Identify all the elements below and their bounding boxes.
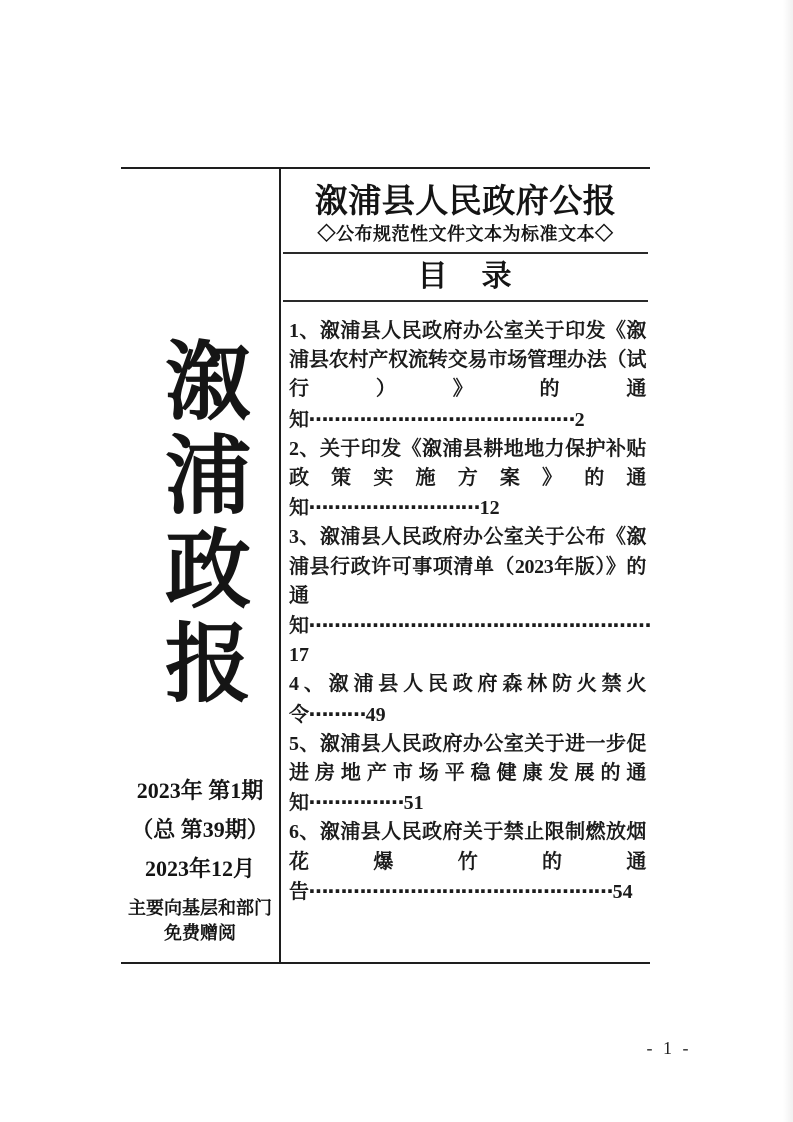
toc-entry <box>289 435 646 524</box>
issue-period: 2023年 第1期 <box>136 778 264 803</box>
masthead <box>121 336 279 728</box>
toc-entry <box>289 670 646 729</box>
toc-entry-label: 1、溆浦县人民政府办公室关于印发《溆浦县农村产权流转交易市场管理办法（试行）》的通知 <box>289 320 646 431</box>
toc-page-number: 12 <box>479 497 500 520</box>
toc-separator-rule <box>283 300 648 302</box>
toc-entry-label: 6、溆浦县人民政府关于禁止限制燃放烟花爆竹的通告 <box>289 821 646 903</box>
toc-entry-label: 3、溆浦县人民政府办公室关于公布《溆浦县行政许可事项清单（2023年版）》的通知 <box>289 526 646 638</box>
toc-page-number: 17 <box>289 644 309 667</box>
distribution-note-line1: 主要向基层和部门 <box>128 898 272 918</box>
toc-entry <box>289 730 646 819</box>
toc-heading: 目 录 <box>417 260 514 293</box>
gazette-subtitle: ◇公布规范性文件文本为标准文本◇ <box>317 224 614 244</box>
masthead-vertical-title: 溆浦政报 <box>152 336 248 712</box>
toc-entry-label: 4、溆浦县人民政府森林防火禁火令 <box>289 673 646 726</box>
toc-page-number: 54 <box>612 880 633 903</box>
toc-page-number: 51 <box>403 792 424 815</box>
toc-leader-dots: ⋯⋯⋯⋯⋯⋯⋯⋯⋯⋯⋯⋯⋯⋯⋯⋯⋯⋯ <box>308 613 651 638</box>
distribution-note-line2: 免费赠阅 <box>164 923 236 943</box>
toc-leader-dots: ⋯⋯⋯⋯⋯⋯⋯⋯⋯ <box>308 495 480 520</box>
toc-leader-dots: ⋯⋯⋯⋯⋯⋯⋯⋯⋯⋯⋯⋯⋯⋯⋯⋯ <box>308 878 613 903</box>
toc-entry <box>289 818 646 907</box>
toc-page-number: 2 <box>574 408 585 431</box>
toc-leader-dots: ⋯⋯⋯ <box>308 701 366 726</box>
toc-entry-label: 2、关于印发《溆浦县耕地地力保护补贴政策实施方案》的通知 <box>289 437 646 520</box>
issue-date: 2023年12月 <box>144 856 255 881</box>
toc-leader-dots: ⋯⋯⋯⋯⋯⋯⋯⋯⋯⋯⋯⋯⋯⋯ <box>308 406 575 431</box>
scan-edge-shadow <box>783 0 793 1122</box>
toc-page-number: 49 <box>365 703 386 726</box>
bottom-rule <box>121 962 650 964</box>
gazette-title: 溆浦县人民政府公报 <box>314 182 617 219</box>
issue-total-number: （总 第39期） <box>131 817 269 842</box>
toc-list <box>289 317 651 907</box>
toc-entry <box>289 523 651 670</box>
toc-leader-dots: ⋯⋯⋯⋯⋯ <box>308 790 404 815</box>
issue-info-block <box>121 779 279 946</box>
gazette-header <box>281 169 650 302</box>
toc-entry <box>289 317 646 435</box>
toc-entry-label: 5、溆浦县人民政府办公室关于进一步促进房地产市场平稳健康发展的通知 <box>289 732 646 815</box>
footer-page-number: - 1 - <box>646 1038 692 1058</box>
